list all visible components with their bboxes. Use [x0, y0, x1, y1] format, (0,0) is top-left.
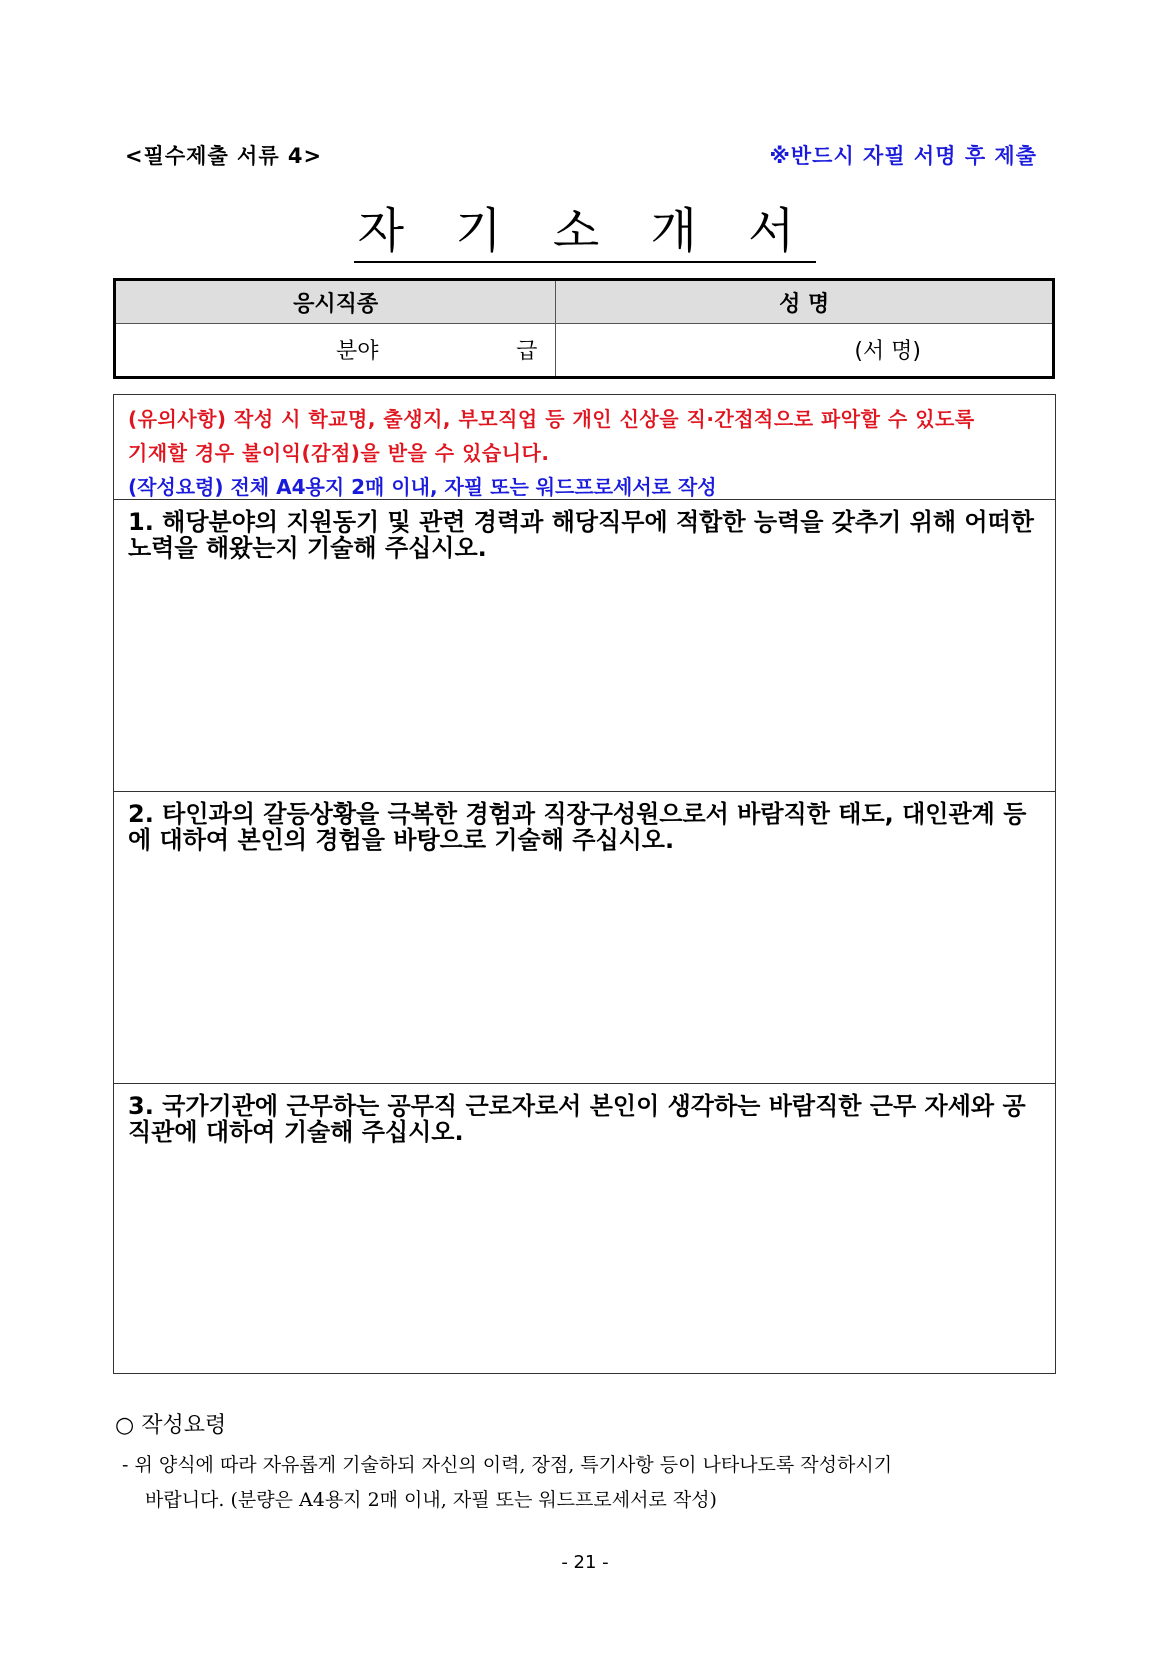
page-title: [0, 192, 1170, 261]
question-3-area[interactable]: [114, 1083, 1055, 1375]
question-3: 3. 국가기관에 근무하는 공무직 근로자로서 본인이 생각하는 바람직한 근무 자세와 공직관에 대하여 기술해 주십시오.: [128, 1092, 1026, 1146]
field-label: 분야: [336, 339, 379, 364]
instructions-line-2: 바랍니다. (분량은 A4용지 2매 이내, 자필 또는 워드프로세서로 작성): [145, 1489, 717, 1511]
signature-notice: ※반드시 자필 서명 후 제출: [769, 144, 1037, 168]
page-number: - 21 -: [561, 1552, 609, 1573]
grade-label: 급: [516, 339, 538, 364]
job-type-field[interactable]: [115, 324, 556, 378]
name-header: 성 명: [556, 280, 1054, 324]
title-text: 자 기 소 개 서: [354, 203, 817, 263]
question-2: 2. 타인과의 갈등상황을 극복한 경험과 직장구성원으로서 바람직한 태도, 대인관계 등에 대하여 본인의 경험을 바탕으로 기술해 주십시오.: [128, 800, 1027, 854]
question-1-area[interactable]: [114, 499, 1055, 792]
instructions-line-1: - 위 양식에 따라 자유롭게 기술하되 자신의 이력, 장점, 특기사항 등이 나타나도록 작성하시기: [122, 1454, 893, 1476]
caution-line-2: 기재할 경우 불이익(감점)을 받을 수 있습니다.: [128, 441, 550, 465]
document-label: <필수제출 서류 4>: [125, 144, 323, 168]
signature-label: (서 명): [854, 339, 921, 364]
name-field[interactable]: [556, 324, 1054, 378]
question-2-area[interactable]: [114, 791, 1055, 1084]
question-1: 1. 해당분야의 지원동기 및 관련 경력과 해당직무에 적합한 능력을 갖추기 위해 어떠한 노력을 해왔는지 기술해 주십시오.: [128, 508, 1034, 562]
guideline-note: (작성요령) 전체 A4용지 2매 이내, 자필 또는 워드프로세서로 작성: [128, 475, 717, 499]
caution-line-1: (유의사항) 작성 시 학교명, 출생지, 부모직업 등 개인 신상을 직·간접적으로 파악할 수 있도록: [128, 407, 975, 431]
job-type-header: 응시직종: [115, 280, 556, 324]
essay-form: [113, 394, 1056, 1374]
applicant-info-table: [113, 278, 1055, 379]
notes-section: [114, 395, 1055, 500]
instructions-heading: ○ 작성요령: [115, 1413, 227, 1438]
